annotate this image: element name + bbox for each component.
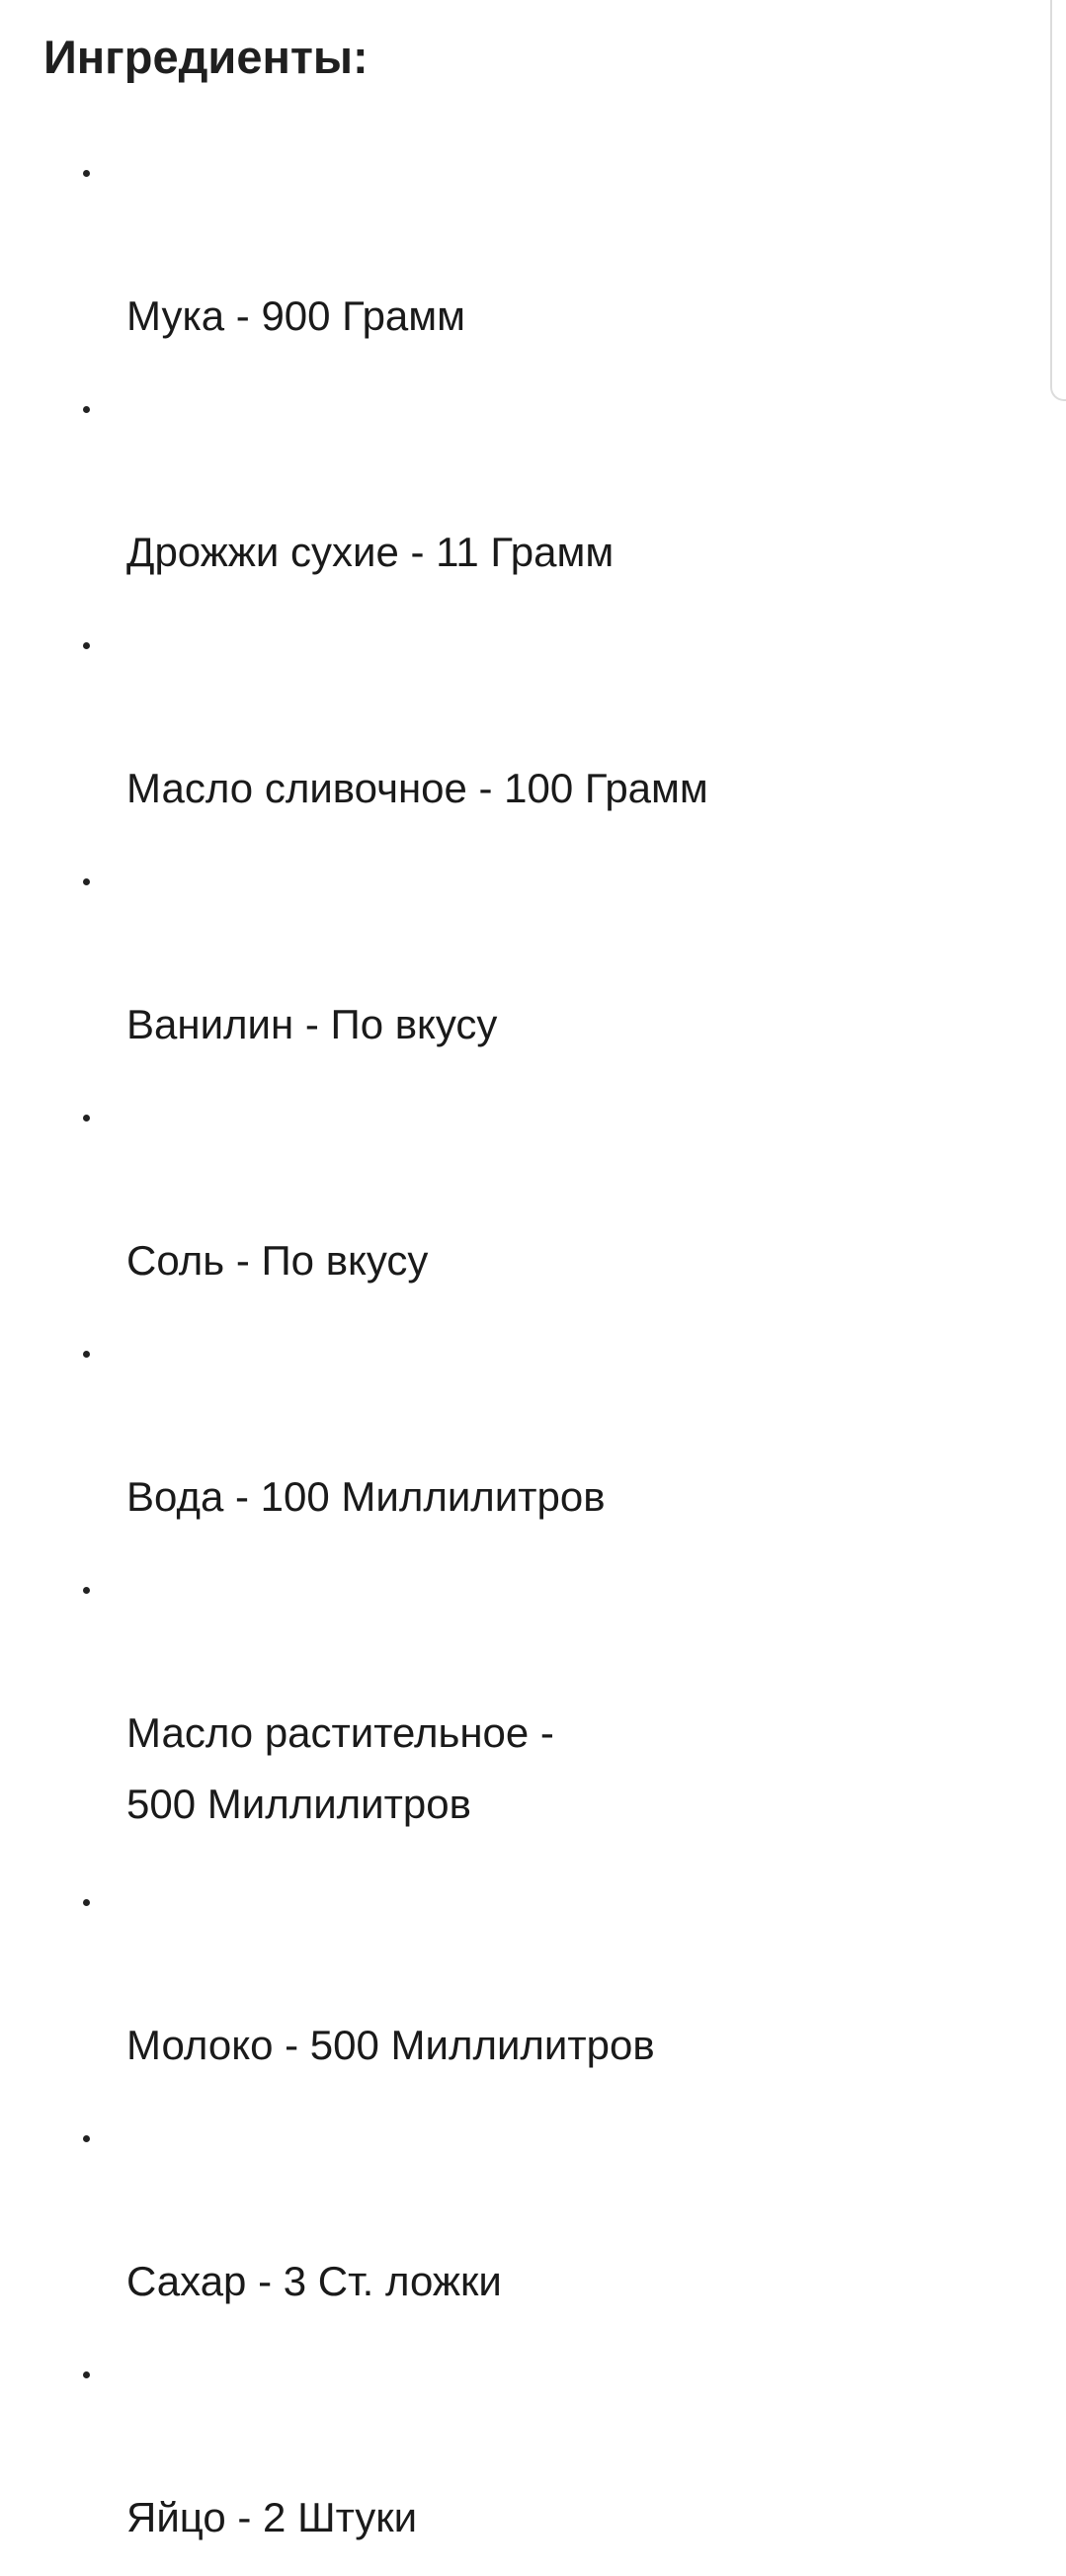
ingredient-text: Ванилин - По вкусу	[126, 1001, 498, 1047]
ingredient-item-yeast	[0, 374, 988, 588]
bullet-dot-icon	[83, 878, 90, 885]
ingredient-item-vanillin	[0, 847, 988, 1060]
ingredient-text: Соль - По вкусу	[126, 1237, 429, 1284]
ingredient-text: Сахар - 3 Ст. ложки	[126, 2258, 502, 2304]
ingredient-item-egg	[0, 2340, 988, 2553]
ingredients-heading: Ингредиенты:	[43, 31, 369, 83]
bullet-dot-icon	[83, 2371, 90, 2378]
ingredient-text: Яйцо - 2 Штуки	[126, 2494, 418, 2540]
ingredients-list	[0, 138, 988, 2576]
bullet-dot-icon	[83, 1899, 90, 1906]
ingredient-text: Мука - 900 Грамм	[126, 292, 466, 339]
ingredient-item-butter	[0, 611, 988, 824]
ingredient-text: Дрожжи сухие - 11 Грамм	[126, 529, 615, 575]
bullet-dot-icon	[83, 1587, 90, 1594]
bullet-dot-icon	[83, 170, 90, 177]
ingredient-text: Масло растительное - 500 Миллилитров	[126, 1709, 554, 1827]
ingredient-text: Вода - 100 Миллилитров	[126, 1473, 606, 1520]
ingredient-text: Масло сливочное - 100 Грамм	[126, 765, 708, 811]
bullet-dot-icon	[83, 1115, 90, 1122]
ingredient-item-vegetable-oil	[0, 1555, 988, 1840]
ingredient-item-sugar	[0, 2104, 988, 2317]
bullet-dot-icon	[83, 2135, 90, 2142]
ingredient-text: Молоко - 500 Миллилитров	[126, 2022, 655, 2068]
bullet-dot-icon	[83, 1351, 90, 1358]
bullet-dot-icon	[83, 406, 90, 413]
bullet-dot-icon	[83, 642, 90, 649]
scrollbar-track[interactable]	[1050, 0, 1066, 401]
ingredient-item-flour	[0, 138, 988, 352]
ingredient-item-milk	[0, 1868, 988, 2081]
ingredient-item-salt	[0, 1083, 988, 1296]
ingredient-item-water	[0, 1319, 988, 1533]
